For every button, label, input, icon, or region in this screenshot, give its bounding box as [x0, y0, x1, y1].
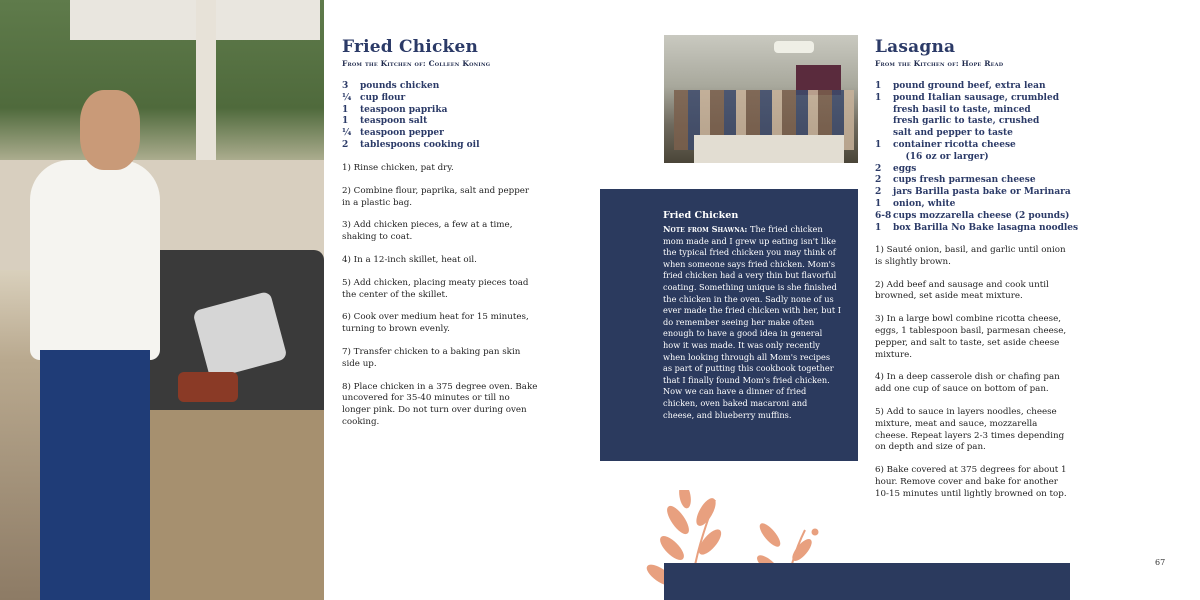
- ingredient-qty: 2: [875, 187, 882, 198]
- note-label: Note from Shawna:: [663, 224, 748, 234]
- ingredient-row: [875, 93, 1095, 105]
- ingredient-item: teaspoon salt: [360, 116, 428, 127]
- ingredient-item: teaspoon pepper: [360, 128, 444, 139]
- ingredient-qty: 1: [875, 139, 882, 150]
- note-text: The fried chicken mom made and I grew up eating isn't like the typical fried chicken you may think of when someone says fried chicken. Mom's fried chicken had a very thin but flavorful coating. Something unique is she finished the chicken in the oven. Sadly none of us ever made the fried chicken with her, but I do remember seeing her make often enough to have a good idea in general how it was made. It was only recently when looking through all Mom's recipes as part of putting this cookbook together that I finally found Mom's fried chicken. Now we can have a dinner of fried chicken, oven baked macaroni and cheese, and blueberry muffins.: [663, 224, 841, 420]
- ingredient-qty: [875, 128, 893, 140]
- ingredient-qty: 6-8: [875, 210, 892, 221]
- ingredient-qty: 1: [342, 116, 349, 127]
- footer-bar: [664, 563, 1070, 600]
- ingredient-qty: 3: [342, 81, 349, 91]
- ingredient-item: onion, white: [893, 198, 956, 209]
- ingredient-qty: 1: [875, 198, 882, 209]
- instructions: [875, 245, 1073, 512]
- note-title: Fried Chicken: [663, 210, 739, 221]
- ingredient-row: [342, 116, 542, 128]
- grilling-photo: [0, 0, 324, 600]
- ingredient-qty: 1: [342, 104, 349, 115]
- instruction-step: 2) Add beef and sausage and cook until browned, set aside meat mixture.: [875, 279, 1049, 302]
- ingredient-row: [875, 128, 1095, 140]
- instruction-step: 6) Bake covered at 375 degrees for about 1 hour. Remove cover and bake for another 10-15 minutes until lightly browned on top.: [875, 465, 1067, 499]
- instruction-step: 2) Combine flour, paprika, salt and pepper in a plastic bag.: [342, 185, 530, 208]
- ingredient-qty: 2: [875, 163, 882, 174]
- ingredient-item: box Barilla No Bake lasagna noodles: [893, 222, 1079, 233]
- ingredient-row: [875, 223, 1095, 235]
- recipe-title-lasagna: Lasagna: [875, 37, 956, 57]
- ingredient-item: pound Italian sausage, crumbled: [893, 92, 1059, 103]
- group-dinner-photo: [664, 35, 858, 163]
- instruction-step: 8) Place chicken in a 375 degree oven. Bake uncovered for 35-40 minutes or till no longer pink. Do not turn over during oven cooking.: [342, 381, 538, 427]
- ingredient-item: salt and pepper to taste: [893, 128, 1013, 139]
- ingredient-item: cup flour: [360, 92, 406, 103]
- recipe-author: From the Kitchen of: Hope Read: [875, 59, 1004, 68]
- ingredient-item: cups mozzarella cheese (2 pounds): [893, 210, 1070, 221]
- instruction-step: 1) Rinse chicken, pat dry.: [342, 163, 454, 173]
- ingredient-item: eggs: [893, 163, 917, 174]
- ingredient-row: [875, 199, 1095, 211]
- ingredient-row: [875, 187, 1095, 199]
- ingredient-qty: 2: [342, 139, 349, 150]
- ingredient-row: [875, 175, 1095, 187]
- ingredient-list: [875, 81, 1095, 234]
- ingredient-row: [342, 81, 542, 93]
- instruction-step: 4) In a deep casserole dish or chafing pan add one cup of sauce on bottom of pan.: [875, 372, 1060, 395]
- instructions: [342, 163, 540, 440]
- ingredient-item: teaspoon paprika: [360, 104, 448, 115]
- instruction-step: 1) Sauté onion, basil, and garlic until onion is slightly brown.: [875, 245, 1066, 267]
- ingredient-qty: [875, 152, 893, 164]
- instruction-step: 3) Add chicken pieces, a few at a time, shaking to coat.: [342, 220, 513, 243]
- ingredient-qty: ¼: [342, 128, 352, 139]
- recipe-title-fried-chicken: Fried Chicken: [342, 37, 479, 57]
- recipe-author: From the Kitchen of: Colleen Koning: [342, 59, 491, 68]
- instruction-step: 4) In a 12-inch skillet, heat oil.: [342, 254, 477, 265]
- instruction-step: 6) Cook over medium heat for 15 minutes, turning to brown evenly.: [342, 312, 529, 335]
- ingredient-row: [875, 164, 1095, 176]
- note-box: [600, 189, 858, 461]
- instruction-step: 5) Add to sauce in layers noodles, cheese mixture, meat and sauce, mozzarella cheese. Repeat layers 2-3 times depending on depth and size of pan.: [875, 406, 1065, 453]
- ingredient-qty: 2: [875, 175, 882, 186]
- ingredient-list: [342, 81, 542, 152]
- ingredient-qty: [875, 116, 893, 128]
- page-number: 67: [1155, 558, 1166, 567]
- ingredient-qty: ¼: [342, 92, 352, 103]
- ingredient-item: pound ground beef, extra lean: [893, 81, 1046, 91]
- ingredient-item: tablespoons cooking oil: [360, 139, 480, 150]
- ingredient-item: pounds chicken: [360, 81, 440, 91]
- ingredient-row: [342, 128, 542, 140]
- ingredient-row: [875, 140, 1095, 152]
- ingredient-row: [875, 105, 1095, 117]
- ingredient-qty: [875, 105, 893, 117]
- ingredient-item: jars Barilla pasta bake or Marinara: [893, 187, 1071, 198]
- instruction-step: 3) In a large bowl combine ricotta cheese, eggs, 1 tablespoon basil, parmesan cheese, pepper, and salt to taste, set aside cheese mixture.: [875, 314, 1067, 360]
- note-body: [663, 224, 841, 421]
- ingredient-row: [342, 105, 542, 117]
- ingredient-item: fresh garlic to taste, crushed: [893, 116, 1040, 127]
- ingredient-row: [875, 152, 1095, 164]
- ingredient-item: cups fresh parmesan cheese: [893, 175, 1036, 186]
- ingredient-row: [342, 140, 542, 152]
- ingredient-item: container ricotta cheese: [893, 139, 1016, 150]
- instruction-step: 7) Transfer chicken to a baking pan skin side up.: [342, 346, 521, 369]
- ingredient-qty: 1: [875, 222, 882, 233]
- ingredient-qty: 1: [875, 81, 882, 91]
- ingredient-item: fresh basil to taste, minced: [893, 104, 1031, 115]
- instruction-step: 5) Add chicken, placing meaty pieces toad the center of the skillet.: [342, 277, 529, 300]
- ingredient-row: [342, 93, 542, 105]
- ingredient-row: [875, 116, 1095, 128]
- ingredient-qty: 1: [875, 92, 882, 103]
- ingredient-row: [875, 211, 1095, 223]
- ingredient-row: [875, 81, 1095, 93]
- ingredient-item: (16 oz or larger): [893, 151, 989, 162]
